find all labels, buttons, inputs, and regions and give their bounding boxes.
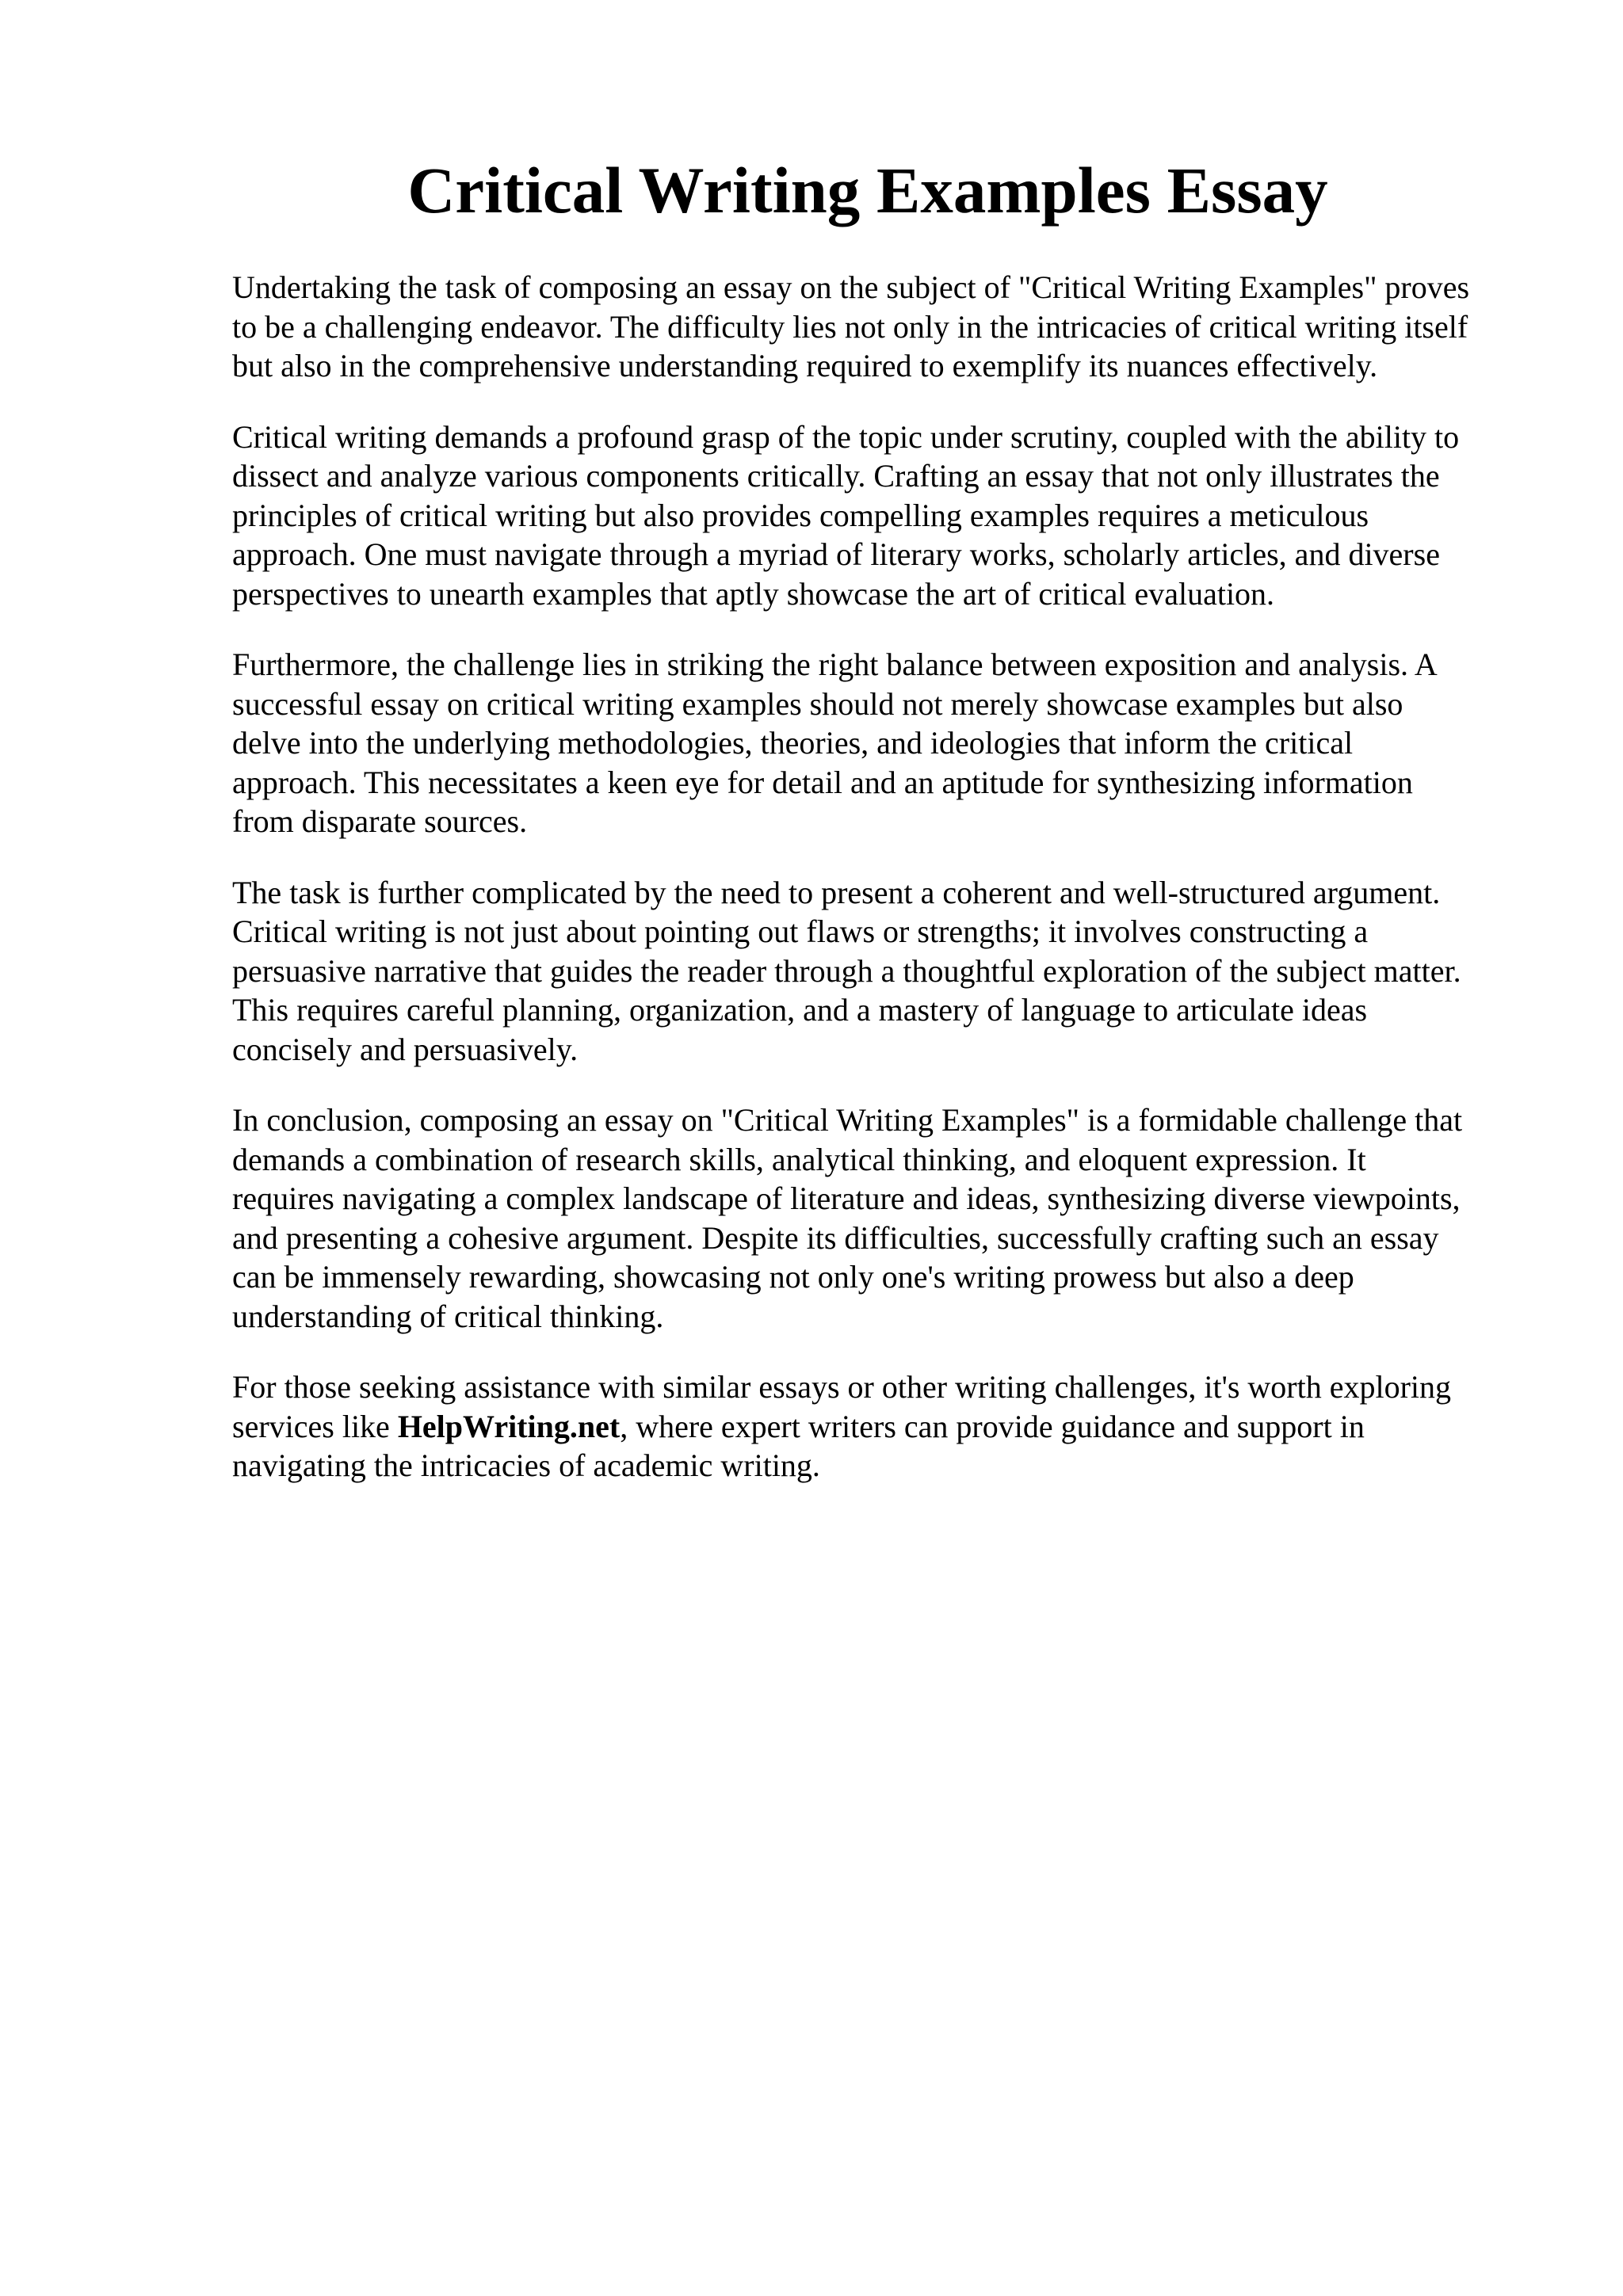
paragraph-5	[232, 1100, 1532, 1336]
paragraph-line: This requires careful planning, organization, and a mastery of language to articulate ideas	[232, 992, 1368, 1028]
paragraph-line: demands a combination of research skills, analytical thinking, and eloquent expression. It	[232, 1141, 1366, 1177]
paragraph-line: perspectives to unearth examples that aptly showcase the art of critical evaluation.	[232, 575, 1275, 612]
paragraph-line: approach. One must navigate through a myriad of literary works, scholarly articles, and diverse	[232, 536, 1440, 572]
paragraph-line: Critical writing demands a profound grasp of the topic under scrutiny, coupled with the ability to	[232, 418, 1460, 455]
paragraph-1	[232, 268, 1532, 386]
paragraph-line: delve into the underlying methodologies, theories, and ideologies that inform the critical	[232, 725, 1354, 761]
paragraph-line: dissect and analyze various components critically. Crafting an essay that not only illustrates the	[232, 458, 1440, 494]
paragraph-line: approach. This necessitates a keen eye for detail and an aptitude for synthesizing information	[232, 764, 1413, 800]
paragraph-2	[232, 418, 1532, 614]
paragraph-line: principles of critical writing but also provides compelling examples requires a meticulous	[232, 497, 1369, 533]
paragraph-line-with-link	[232, 1407, 1532, 1447]
paragraph-6	[232, 1367, 1532, 1486]
helpwriting-link[interactable]: HelpWriting.net	[397, 1408, 621, 1444]
paragraph-line: requires navigating a complex landscape of literature and ideas, synthesizing diverse viewpoints,	[232, 1180, 1461, 1216]
paragraph-line: For those seeking assistance with similar essays or other writing challenges, it's worth exploring	[232, 1369, 1452, 1405]
paragraph-line: but also in the comprehensive understanding required to exemplify its nuances effectively.	[232, 348, 1378, 383]
paragraph-3	[232, 645, 1532, 841]
paragraph-line: The task is further complicated by the need to present a coherent and well-structured argument.	[232, 874, 1441, 910]
paragraph-line: Furthermore, the challenge lies in striking the right balance between exposition and analysis. A	[232, 646, 1438, 682]
text-before-link: services like	[232, 1408, 398, 1444]
paragraph-line: Critical writing is not just about pointing out flaws or strengths; it involves constructing a	[232, 913, 1369, 949]
paragraph-line: successful essay on critical writing examples should not merely showcase examples but also	[232, 685, 1403, 722]
paragraph-line: concisely and persuasively.	[232, 1031, 579, 1067]
document-body	[232, 268, 1532, 1517]
paragraph-line: Undertaking the task of composing an essay on the subject of "Critical Writing Examples" proves	[232, 269, 1470, 305]
paragraph-line: can be immensely rewarding, showcasing not only one's writing prowess but also a deep	[232, 1259, 1354, 1295]
paragraph-4	[232, 873, 1532, 1070]
paragraph-line: persuasive narrative that guides the reader through a thoughtful exploration of the subject matter.	[232, 952, 1461, 989]
paragraph-line: from disparate sources.	[232, 803, 528, 839]
text-after-link: , where expert writers can provide guidance and support in	[620, 1408, 1365, 1444]
paragraph-line: and presenting a cohesive argument. Despite its difficulties, successfully crafting such an essay	[232, 1219, 1439, 1256]
paragraph-line: to be a challenging endeavor. The difficulty lies not only in the intricacies of critical writing itself	[232, 308, 1468, 345]
paragraph-line: understanding of critical thinking.	[232, 1298, 664, 1334]
document-title: Critical Writing Examples Essay	[407, 154, 1328, 227]
paragraph-line: navigating the intricacies of academic writing.	[232, 1447, 820, 1483]
paragraph-line: In conclusion, composing an essay on "Critical Writing Examples" is a formidable challenge that	[232, 1102, 1463, 1138]
